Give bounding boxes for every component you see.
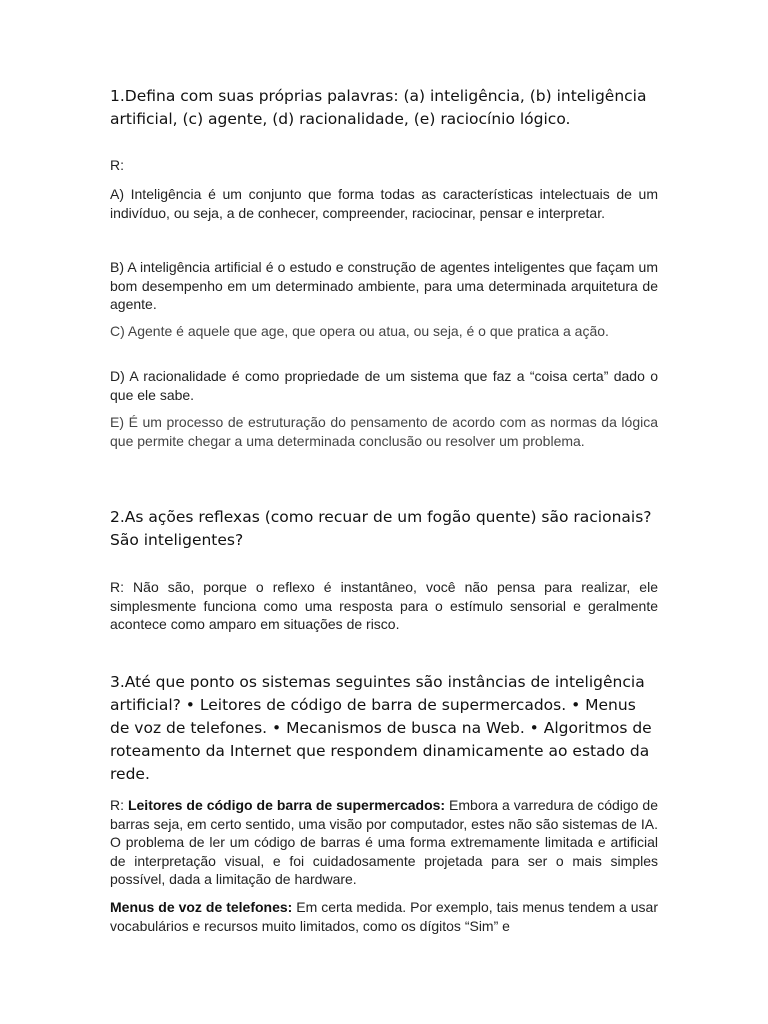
answer-1-a: A) Inteligência é um conjunto que forma todas as características intelectuais de um indivíduo, ou seja, a de conhecer, compreender, raciocinar, pensar e interpretar. [110, 186, 658, 221]
answer-3-item-2-title: Menus de voz de telefones: [110, 899, 293, 915]
answer-3-item-1 [110, 796, 658, 889]
question-1: 1.Defina com suas próprias palavras: (a) inteligência, (b) inteligência artificial, (c) agente, (d) racionalidade, (e) raciocínio lógico. [110, 87, 647, 128]
question-3: 3.Até que ponto os sistemas seguintes são instâncias de inteligência artificial? • Leitores de código de barra de supermercados. • Menus de voz de telefones. • Mecanismos de busca na Web. • Algoritmos de roteamento da Internet que respondem dinamicamente ao estado da rede. [110, 673, 652, 783]
answer-1-c: C) Agente é aquele que age, que opera ou atua, ou seja, é o que pratica a ação. [110, 323, 609, 339]
answer-3-item-2-text: Em certa medida. Por exemplo, tais menus tendem a usar vocabulários e recursos muito limitados, como os dígitos “Sim” e [110, 899, 658, 934]
answer-3-item-1-text: Embora a varredura de código de barras seja, em certo sentido, uma visão por computador, estes não são sistemas de IA. O problema de ler um código de barras é uma forma extremamente limitada e artificial de interpretação visual, e foi cuidadosamente projetada para ser o mais simples possível, dada a limitação de hardware. [110, 797, 658, 887]
answer-3-item-2 [110, 898, 658, 935]
answer-2: R: Não são, porque o reflexo é instantâneo, você não pensa para realizar, ele simplesmente funciona como uma resposta para o estímulo sensorial e geralmente acontece como amparo em situações de risco. [110, 579, 658, 632]
answer-3-prefix: R: [110, 797, 128, 813]
answer-1-d: D) A racionalidade é como propriedade de um sistema que faz a “coisa certa” dado o que ele sabe. [110, 368, 658, 403]
answer-1-label: R: [110, 157, 124, 173]
answer-1-b: B) A inteligência artificial é o estudo e construção de agentes inteligentes que façam um bom desempenho em um determinado ambiente, para uma determinada arquitetura de agente. [110, 259, 658, 312]
answer-3-item-1-title: Leitores de código de barra de supermercados: [127, 797, 446, 813]
question-2: 2.As ações reflexas (como recuar de um fogão quente) são racionais? São inteligentes? [110, 508, 652, 549]
answer-1-e: E) É um processo de estruturação do pensamento de acordo com as normas da lógica que permite chegar a uma determinada conclusão ou resolver um problema. [110, 414, 658, 449]
